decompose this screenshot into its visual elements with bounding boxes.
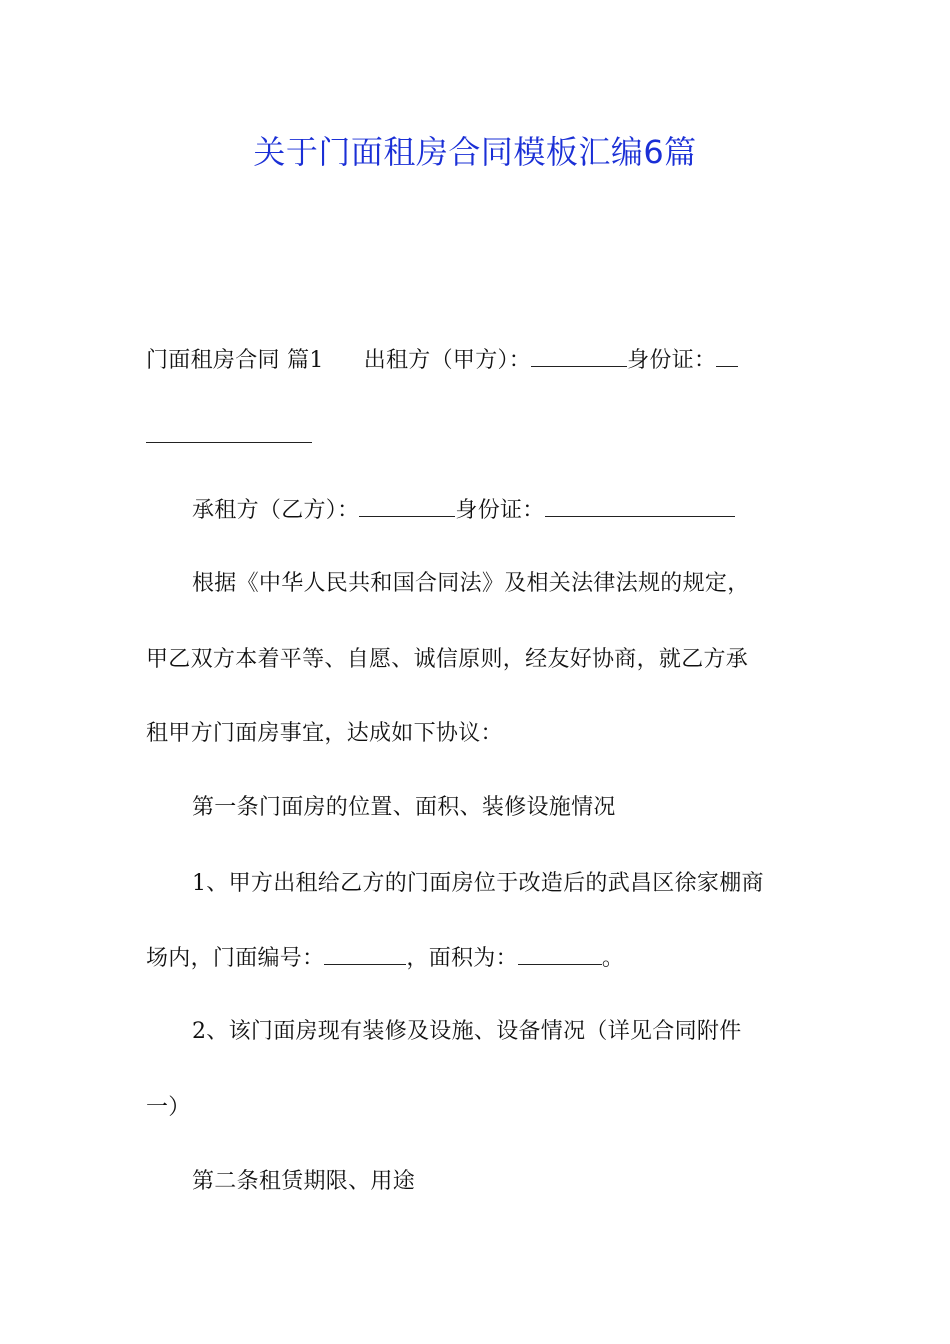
preamble-line-1: 根据《中华人民共和国合同法》及相关法律法规的规定，: [192, 571, 750, 596]
lessor-id-blank-end: [146, 420, 312, 443]
clause1-end: 。: [601, 946, 625, 971]
lessor-id-blank-start: [716, 344, 738, 367]
lessee-label: 承租方（乙方）：: [192, 498, 360, 523]
section-heading: 门面租房合同 篇1: [146, 348, 324, 373]
lessor-name-blank: [531, 344, 627, 367]
article1-heading: 第一条门面房的位置、面积、装修设施情况: [192, 795, 616, 820]
lessor-line: [146, 344, 738, 377]
clause1-line-1: 1、甲方出租给乙方的门面房位于改造后的武昌区徐家棚商: [192, 871, 764, 896]
lessee-id-label: 身份证：: [455, 498, 545, 523]
lessor-id-continuation: [146, 420, 312, 453]
lessee-line: [192, 494, 735, 527]
area-blank: [518, 942, 602, 965]
clause2-line-2: 一）: [146, 1095, 191, 1120]
lessee-name-blank: [359, 494, 455, 517]
lessor-label: 出租方（甲方）：: [363, 348, 532, 373]
preamble-line-2: 甲乙双方本着平等、自愿、诚信原则，经友好协商，就乙方承: [146, 647, 749, 672]
shop-number-blank: [324, 942, 406, 965]
preamble-line-3: 租甲方门面房事宜，达成如下协议：: [146, 721, 503, 746]
document-title: 关于门面租房合同模板汇编6篇: [253, 133, 697, 171]
article2-heading: 第二条租赁期限、用途: [192, 1169, 416, 1194]
lessor-id-label: 身份证：: [627, 348, 717, 373]
clause2-line-1: 2、该门面房现有装修及设施、设备情况（详见合同附件: [192, 1019, 742, 1044]
area-label: ，面积为：: [406, 946, 518, 971]
lessee-id-blank: [545, 494, 735, 517]
clause1-line-2: [146, 942, 624, 975]
shop-number-label: 场内，门面编号：: [146, 946, 325, 971]
